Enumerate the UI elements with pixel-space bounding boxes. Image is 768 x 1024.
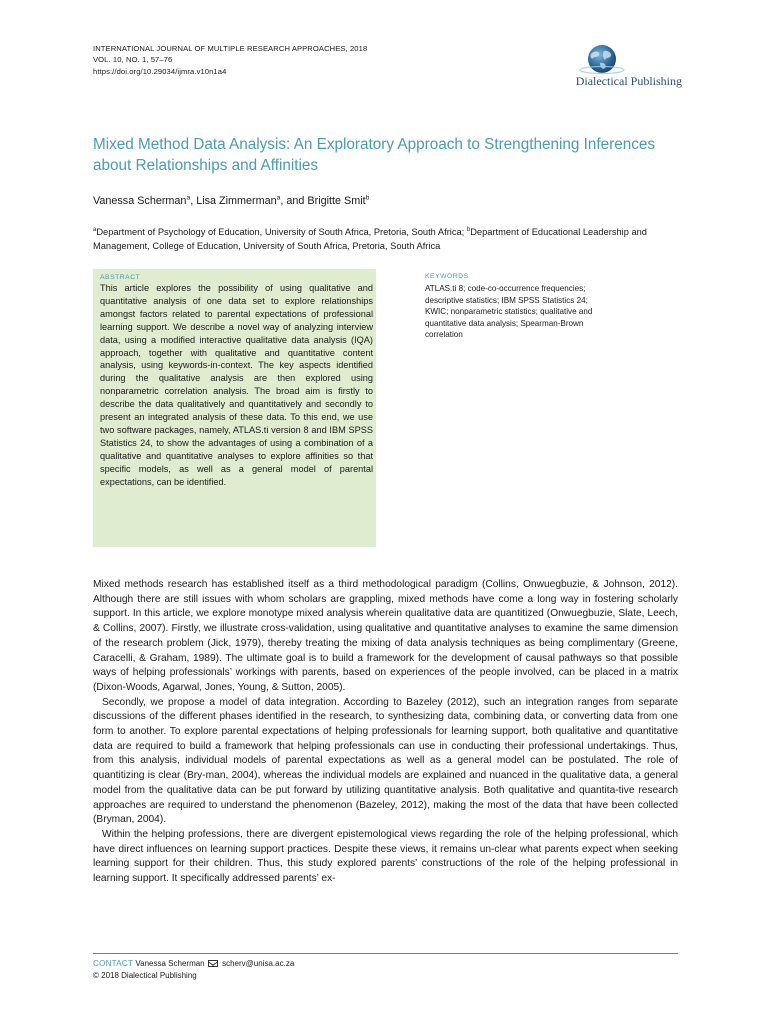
author-name: Lisa Zimmerman	[196, 195, 277, 207]
journal-header	[93, 43, 367, 77]
author-separator: , and	[280, 195, 308, 207]
keywords-section	[425, 272, 605, 341]
affiliation-mark: b	[466, 226, 471, 233]
affiliation-mark: a	[276, 194, 281, 202]
copyright: © 2018 Dialectical Publishing	[93, 971, 197, 980]
abstract-text: This article explores the possibility of using qualitative and quantitative analysis of one data set to explore relationships amongst factors related to parental expectations of professional learning support. We describe a novel way of analyzing interview data, using a modified interactive qualitative data analysis (IQA) approach, together with qualitative and quantitative content analysis, using keywords-in-context. The key aspects identified during the qualitative analysis are then explored using nonparametric correlation analysis. The broad aim is firstly to describe the data qualitatively and quantitatively and secondly to present an integrated analysis of these data. To this end, we use two software packages, namely, ATLAS.ti version 8 and IBM SPSS Statistics 24, to show the advantages of using a combination of a qualitative and quantitative analyses to explore affinities so that specific models, as well as a general model of parental expectations, can be identified.	[100, 283, 373, 487]
article-title: Mixed Method Data Analysis: An Exploratory Approach to Strengthening Inferences about Relationships and Affinities	[93, 136, 656, 174]
body-paragraph: Secondly, we propose a model of data integration. According to Bazeley (2012), such an integration ranges from separate discussions of the different phases identified in the research, to synthesizing data, combining data, or converting data from one form to another. To explore parental expectations of helping professionals for learning support, both qualitative and quantitative data are required to build a framework that helping professionals can use in conducting their professional undertakings. Thus, from this analysis, individual models of parental expectations as well as a general model can be postulated. The role of quantitizing is clear (Bry-man, 2004), whereas the individual models are explained and nuanced in the qualitative data, a general model from the qualitative data can be put forward by utilizing quantitative analysis. Both qualitative and quantita-tive research approaches are required to understand the phenomenon (Bazeley, 2012), making the most of the data that have been collected (Bryman, 2004).	[93, 696, 678, 826]
affiliation-mark: a	[186, 194, 191, 202]
journal-doi-link[interactable]: https://doi.org/10.29034/ijmra.v10n1a4	[93, 66, 227, 76]
journal-name: INTERNATIONAL JOURNAL OF MULTIPLE RESEARCH APPROACHES, 2018	[93, 44, 368, 53]
body-paragraph: Mixed methods research has established itself as a third methodological paradigm (Collins, Onwuegbuzie, & Johnson, 2012). Although there are still issues with whom scholars are grappling, mixed methods have come a long way in fostering scholarly support. In this article, we explore monotype mixed analysis wherein qualitative data are quantitized (Onwuegbuzie, Slate, Leech, & Collins, 2007). Firstly, we illustrate cross-validation, using qualitative and quantitative analyses to examine the same dimension of the research problem (Jick, 1979), thereby treating the mixing of data analysis techniques as being complimentary (Greene, Caracelli, & Graham, 1989). The ultimate goal is to build a framework for the development of causal pathways so that possible ways of helping professionals’ workings with parents, based on experiences of the people involved, can be placed in a matrix (Dixon-Woods, Agarwal, Jones, Young, & Sutton, 2005).	[93, 579, 678, 693]
publisher-logo	[522, 44, 682, 90]
author-name: Vanessa Scherman	[93, 195, 187, 207]
affiliation-text: Department of Psychology of Education, University of South Africa, Pretoria, South Africa;	[96, 227, 467, 237]
affiliations	[93, 226, 678, 253]
publisher-name: Dialectical Publishing	[575, 74, 682, 88]
affiliation-text: Department of Educational Leadership and Management, College of Education, University of South Africa, Pretoria, South Africa	[93, 227, 647, 251]
contact-email-link[interactable]: scherv@unisa.ac.za	[222, 959, 295, 968]
abstract-box	[93, 269, 376, 547]
affiliation-mark: a	[93, 226, 97, 233]
author-name: Brigitte Smit	[307, 195, 366, 207]
author-separator: ,	[190, 195, 197, 207]
mail-icon	[208, 960, 218, 967]
article-body	[93, 578, 678, 887]
globe-icon	[578, 44, 626, 78]
journal-volume: VOL. 10, NO. 1, 57–76	[93, 55, 173, 65]
contact-name: Vanessa Scherman	[135, 959, 205, 968]
keywords-heading: KEYWORDS	[425, 273, 469, 280]
contact-label: CONTACT	[93, 959, 134, 968]
affiliation-mark: b	[365, 194, 370, 202]
footer-divider	[93, 953, 678, 954]
author-list	[93, 195, 369, 207]
body-paragraph: Within the helping professions, there are divergent epistemological views regarding the role of the helping professional, which have direct influences on learning support practices. Despite these views, it remains un-clear what parents expect when seeking learning support for their children. Thus, this study explored parents’ constructions of the role of the helping professional in learning support. It specifically addressed parents’ ex-	[93, 828, 678, 885]
abstract-heading: ABSTRACT	[100, 274, 141, 281]
keywords-text: ATLAS.ti 8; code-co-occurrence frequencies; descriptive statistics; IBM SPSS Statistics 24; KWIC; nonparametric statistics; qualitative and quantitative data analysis; Spearman-Brown correlation	[425, 284, 593, 340]
footer-contact	[93, 958, 294, 969]
